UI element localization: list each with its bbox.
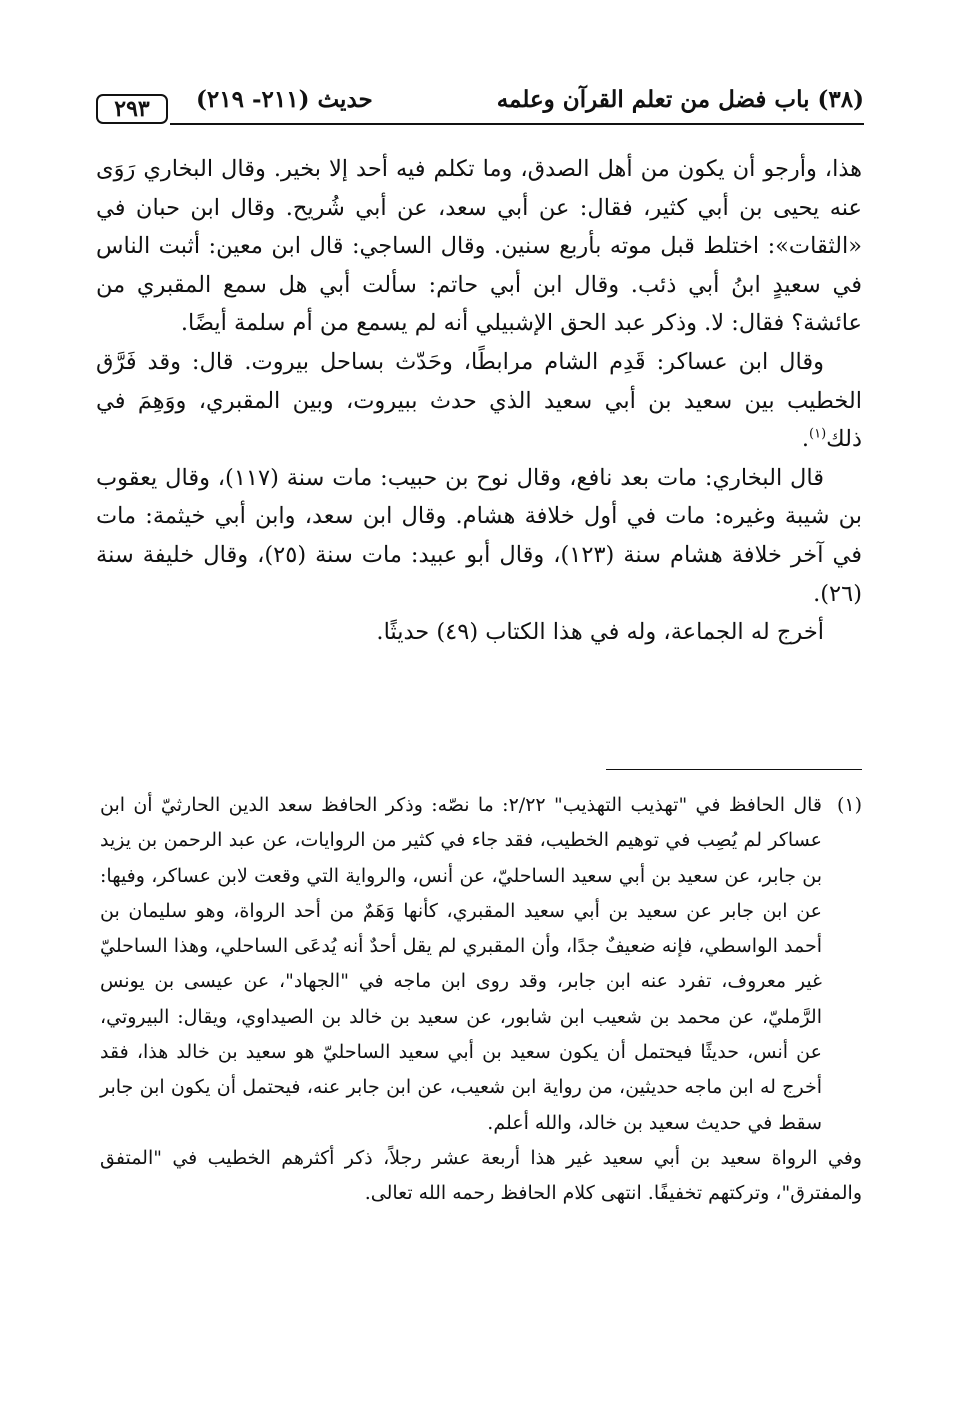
hadith-range: حديث (٢١١- ٢١٩) bbox=[196, 86, 373, 113]
page-number: ٢٩٣ bbox=[114, 96, 150, 122]
paragraph-2-text: وقال ابن عساكر: قَدِم الشام مرابطًا، وحَدّث بساحل بيروت. قال: وقد فَرَّق الخطيب بين سعيد بن أبي سعيد الذي حدث ببيروت، وبين المقبري، ووَهِمَ في ذلك bbox=[96, 348, 862, 453]
footnote-continuation: وفي الرواة سعيد بن أبي سعيد غير هذا أربعة عشر رجلاً، ذكر أكثرهم الخطيب في "المتفق والمفترق"، وتركتهم تخفيفًا. انتهى كلام الحافظ رحمه الله تعالى. bbox=[100, 1146, 862, 1205]
paragraph-2-tail: . bbox=[801, 426, 810, 453]
footnotes bbox=[100, 788, 862, 1212]
footnote-reference: (١) bbox=[809, 426, 827, 442]
paragraph-3: قال البخاري: مات بعد نافع، وقال نوح بن حبيب: مات سنة (١١٧)، وقال يعقوب بن شيبة وغيره: مات في أول خلافة هشام. وقال ابن سعد، وابن أبي خيثمة: مات في آخر خلافة هشام سنة (١٢٣)، وقال أبو عبيد: مات سنة (٢٥)، وقال خليفة سنة (٢٦). bbox=[96, 464, 862, 607]
footnote-separator bbox=[606, 769, 862, 770]
footnote-1 bbox=[100, 788, 862, 1141]
main-text bbox=[96, 150, 862, 652]
page-header bbox=[96, 80, 864, 128]
header-rule bbox=[170, 123, 864, 125]
paragraph-4: أخرج له الجماعة، وله في هذا الكتاب (٤٩) حديثًا. bbox=[376, 619, 824, 646]
footnote-text: قال الحافظ في "تهذيب التهذيب" ٢/٢٢: ما نصّه: وذكر الحافظ سعد الدين الحارثيّ أن ابن عساكر لم يُصِب في توهيم الخطيب، فقد جاء في كثير من الروايات، عن عبد الرحمن بن يزيد بن جابر، عن سعيد بن أبي سعيد الساحليّ، عن أنس، والرواية التي وقعت لابن عساكر، وفيها: عن ابن جابر عن سعيد بن أبي سعيد المقبري، كأنها وَهَمٌ من أحد الرواة، وهو سليمان بن أحمد الواسطي، فإنه ضعيفٌ جدًا، وأن المقبري لم يقل أحدٌ أنه يُدعَى الساحلي، وهذا الساحليّ غير معروف، تفرد عنه ابن جابر، وقد روى ابن ماجه في "الجهاد"، عن عيسى بن يونس الرَّمليّ، عن محمد بن شعيب ابن شابور، عن سعيد بن خالد بن الصيداوي، ويقال: البيروتي، عن أنس، حديثًا فيحتمل أن يكون سعيد بن أبي سعيد الساحليّ هو سعيد بن خالد هذا، فقد أخرج له ابن ماجه حديثين، من رواية ابن شعيب، عن ابن جابر عنه، فيحتمل أن يكون ابن جابر سقط في حديث سعيد بن خالد، والله أعلم. bbox=[100, 794, 823, 1134]
chapter-title: (٣٨) باب فضل من تعلم القرآن وعلمه bbox=[496, 86, 864, 113]
paragraph-1: هذا، وأرجو أن يكون من أهل الصدق، وما تكلم فيه أحد إلا بخير. وقال البخاري رَوَى عنه يحيى بن أبي كثير، فقال: عن أبي سعد، عن أبي شُريح. وقال ابن حبان في «الثقات»: اختلط قبل موته بأربع سنين. وقال الساجي: قال ابن معين: أثبت الناس في سعيدٍ ابنُ أبي ذئب. وقال ابن أبي حاتم: سألت أبي هل سمع المقبري من عائشة؟ فقال: لا. وذكر عبد الحق الإشبيلي أنه لم يسمع من أم سلمة أيضًا. bbox=[96, 156, 862, 337]
footnote-number: (١) bbox=[836, 794, 862, 816]
page-number-box bbox=[96, 94, 168, 124]
paragraph-2 bbox=[96, 343, 862, 459]
